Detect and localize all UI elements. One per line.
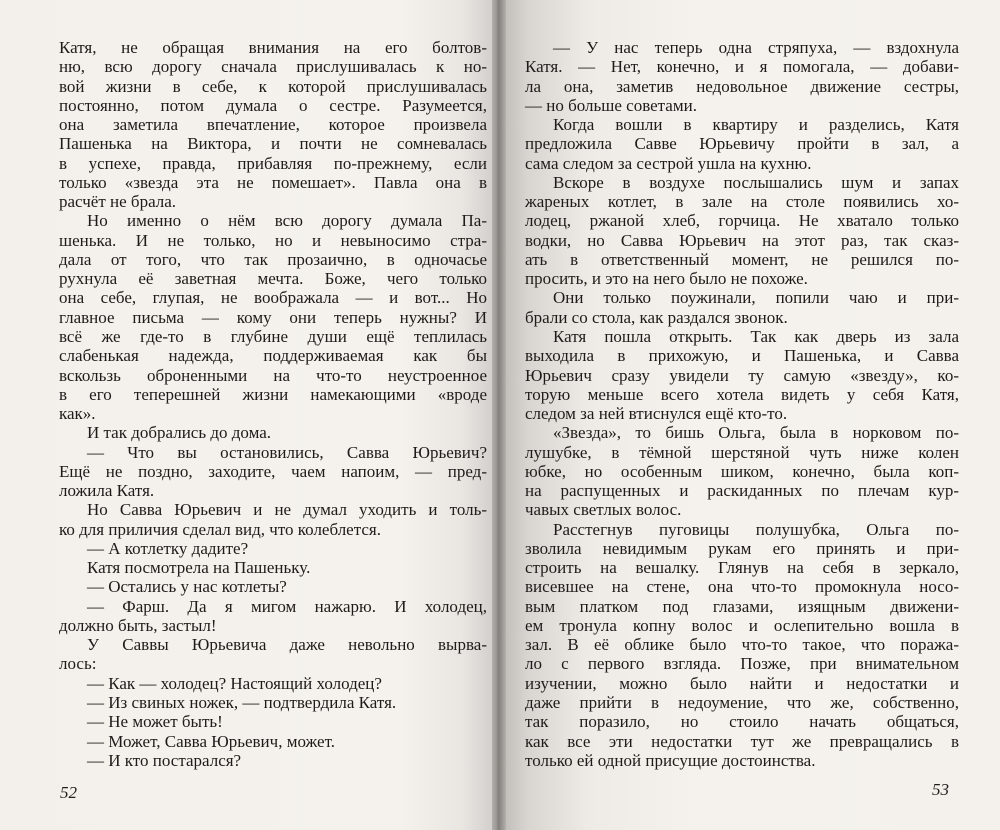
text-line: вой жизни в себе, к которой прислушивалась bbox=[59, 76, 487, 96]
text-line: лушубке, в тёмной шерстяной чуть ниже колен bbox=[525, 442, 959, 462]
text-line: вым платком под глазами, изящным движени- bbox=[525, 596, 959, 616]
text-line: ем тронула копну волос и ослепительно вошла в bbox=[525, 615, 959, 635]
text-line: зал. В её облике было что-то такое, что поража- bbox=[525, 635, 959, 655]
text-line: Расстегнув пуговицы полушубка, Ольга по- bbox=[553, 519, 959, 539]
text-line: шенька. И не только, но и невыносимо стра- bbox=[59, 230, 487, 250]
text-line: Катя, не обращая внимания на его болтов- bbox=[59, 38, 487, 57]
text-line: Когда вошли в квартиру и разделись, Катя bbox=[553, 115, 959, 135]
text-line: слабенькая надежда, поддерживаемая как бы bbox=[59, 346, 487, 366]
text-line: как все эти недостатки тут же превращались в bbox=[525, 731, 959, 751]
text-line: Но именно о нём всю дорогу думала Па- bbox=[87, 211, 487, 231]
text-line: Они только поужинали, попили чаю и при- bbox=[553, 288, 959, 308]
text-line: на распущенных и раскиданных по плечам кур- bbox=[525, 481, 959, 501]
text-line: торую меньше всего хотела видеть у себя Катя, bbox=[525, 384, 959, 404]
text-line: как». bbox=[59, 404, 96, 423]
text-line: дала от того, что так прозаично, в одночасье bbox=[59, 249, 487, 269]
text-line: Но Савва Юрьевич и не думал уходить и толь- bbox=[87, 500, 487, 520]
text-line: — Из свиных ножек, — подтвердила Катя. bbox=[87, 692, 397, 712]
text-line: водки, но Савва Юрьевич на этот раз, так сказ- bbox=[525, 230, 959, 250]
text-line: — Фарш. Да я мигом нажарю. И холодец, bbox=[87, 596, 487, 616]
text-line: расчёт не брала. bbox=[59, 192, 177, 212]
text-line: должно быть, застыл! bbox=[59, 615, 217, 635]
text-line: выходила в прихожую, и Пашенька, и Савва bbox=[525, 346, 959, 366]
page-number: 52 bbox=[60, 783, 77, 802]
text-line: У Саввы Юрьевича даже невольно вырва- bbox=[87, 635, 487, 655]
text-line: — Как — холодец? Настоящий холодец? bbox=[87, 673, 382, 693]
text-line: только «звезда эта не помешает». Павла она в bbox=[59, 172, 487, 192]
text-line: жареных котлет, в зале на столе появились хо- bbox=[525, 192, 959, 212]
text-line: Юрьевич сразу увидели ту самую «звезду», ко- bbox=[525, 365, 959, 385]
text-line: ло с первого взгляда. Позже, при внимательном bbox=[525, 654, 959, 674]
text-line: чавых светлых волос. bbox=[525, 500, 682, 520]
text-line: лось: bbox=[59, 654, 97, 674]
right-page bbox=[497, 0, 1000, 830]
text-line: ко для приличия сделал вид, что колеблется. bbox=[59, 519, 381, 539]
text-line: вскользь оброненными на что-то неустроенное bbox=[59, 365, 487, 385]
text-line: так поразило, но стоило начать общаться, bbox=[525, 712, 959, 732]
text-line: — Не может быть! bbox=[87, 712, 223, 732]
text-line: Вскоре в воздухе послышались шум и запах bbox=[553, 172, 959, 192]
text-line: висевшее на стене, она что-то промокнула носо- bbox=[525, 577, 959, 597]
text-line: ню, всю дорогу сначала прислушивалась к но- bbox=[59, 57, 487, 77]
text-line: — Остались у нас котлеты? bbox=[87, 577, 287, 597]
text-line: — но больше советами. bbox=[525, 95, 697, 115]
text-line: — Что вы остановились, Савва Юрьевич? bbox=[87, 442, 487, 462]
text-line: она заметила впечатление, которое произвела bbox=[59, 115, 487, 135]
text-line: лодец, ржаной хлеб, горчица. Не хватало только bbox=[525, 211, 959, 231]
text-line: ложила Катя. bbox=[59, 481, 155, 501]
text-line: — И кто постарался? bbox=[87, 750, 242, 770]
text-line: Пашенька на Виктора, и почти не сомневалась bbox=[59, 134, 487, 154]
text-line: ла она, заметив недовольное движение сестры, bbox=[525, 76, 959, 96]
text-line: предложила Савве Юрьевичу пройти в зал, а bbox=[525, 134, 959, 154]
text-line: просить, и это на него было не похоже. bbox=[525, 269, 808, 289]
book-gutter bbox=[492, 0, 506, 830]
text-line: Катя. — Нет, конечно, и я помогала, — добави- bbox=[525, 57, 959, 77]
text-line: Катя пошла открыть. Так как дверь из зала bbox=[553, 326, 959, 346]
text-line: она себе, глупая, не воображала — и вот... Но bbox=[59, 288, 487, 308]
text-line: всё же где-то в глубине души ещё теплилась bbox=[59, 326, 487, 346]
text-line: сама следом за сестрой ушла на кухню. bbox=[525, 153, 812, 173]
text-line: постоянно, потом думала о сестре. Разумеется, bbox=[59, 95, 487, 115]
text-line: «Звезда», то бишь Ольга, была в норковом по- bbox=[553, 423, 959, 443]
text-line: следом за ней втиснулся ещё кто-то. bbox=[525, 404, 788, 423]
text-line: строить на вешалку. Глянув на себя в зеркало, bbox=[525, 558, 959, 578]
text-line: — А котлетку дадите? bbox=[87, 538, 249, 558]
page-number: 53 bbox=[932, 780, 949, 799]
text-line: Ещё не поздно, заходите, чаем напоим, — пред- bbox=[59, 461, 487, 481]
text-line: в успехе, правда, прибавляя по-прежнему, если bbox=[59, 153, 487, 173]
text-line: Катя посмотрела на Пашеньку. bbox=[87, 558, 311, 578]
text-line: зволила невидимым рукам его принять и при- bbox=[525, 538, 959, 558]
text-line: И так добрались до дома. bbox=[87, 423, 272, 443]
text-line: в его теперешней жизни намекающими «вроде bbox=[59, 384, 487, 404]
text-line: — У нас теперь одна стряпуха, — вздохнула bbox=[553, 38, 959, 57]
text-line: брали со стола, как раздался звонок. bbox=[525, 307, 788, 327]
text-line: даже прийти в недоумение, что же, собственно, bbox=[525, 692, 959, 712]
text-line: изучении, можно было найти и недостатки и bbox=[525, 673, 959, 693]
text-line: рухнула её заветная мечта. Боже, чего только bbox=[59, 269, 487, 289]
text-line: юбке, но особенным шиком, конечно, была коп- bbox=[525, 461, 959, 481]
left-page bbox=[0, 0, 497, 830]
text-line: только ей одной присущие достоинства. bbox=[525, 750, 816, 770]
text-line: главное письма — кому они теперь нужны? И bbox=[59, 307, 487, 327]
text-line: — Может, Савва Юрьевич, может. bbox=[87, 731, 335, 751]
text-line: ать в ответственный момент, не решился по- bbox=[525, 249, 959, 269]
